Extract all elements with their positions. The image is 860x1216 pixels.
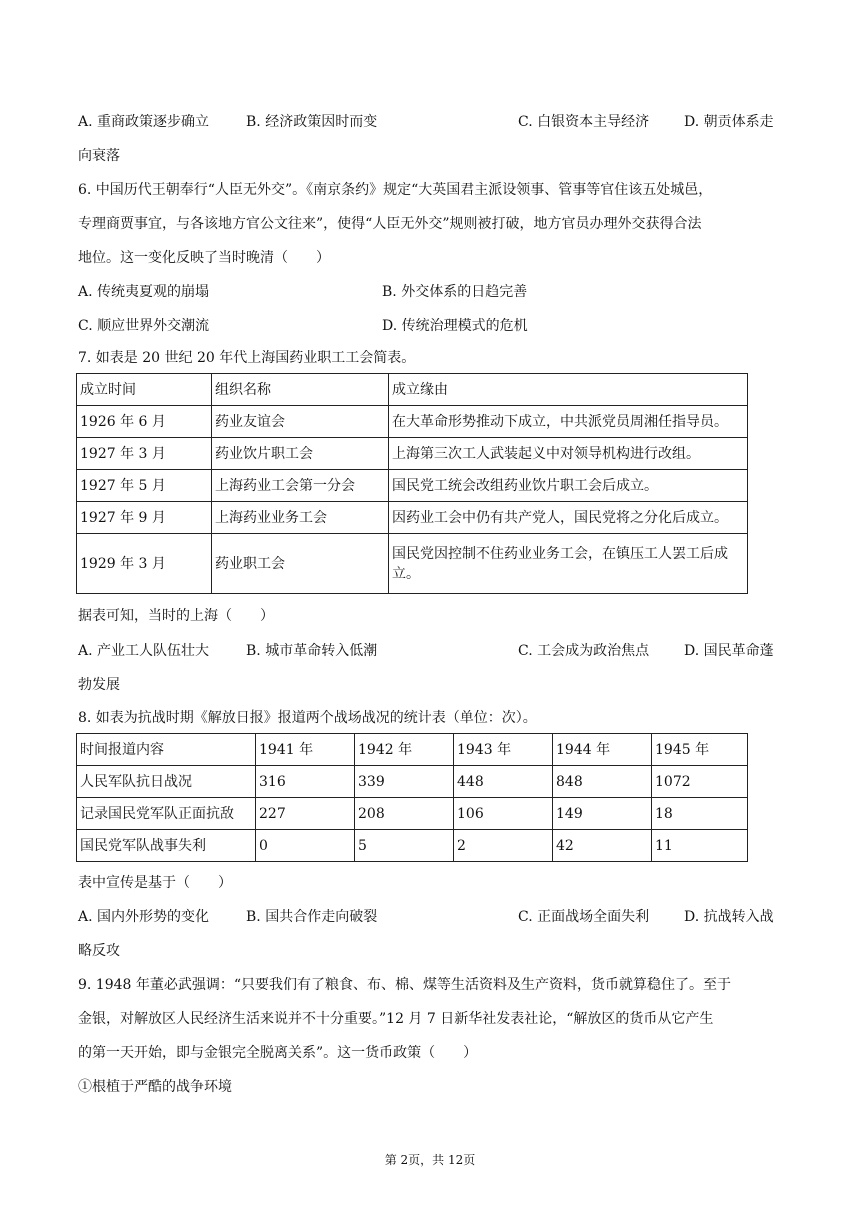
- q8-cell-value: 339: [355, 766, 454, 798]
- q7-table: [76, 373, 748, 594]
- q8-cell-value: 5: [355, 830, 454, 862]
- q8-table: [76, 733, 748, 862]
- q7-header-time: 成立时间: [77, 374, 212, 406]
- q7-cell-reason: 上海第三次工人武装起义中对领导机构进行改组。: [389, 438, 748, 470]
- q8-option-a: A. 国内外形势的变化: [78, 909, 210, 925]
- q5-option-c: C. 白银资本主导经济: [518, 114, 650, 130]
- q8-option-d: D. 抗战转入战: [684, 909, 774, 925]
- q8-stem: 8. 如表为抗战时期《解放日报》报道两个战场战况的统计表（单位：次）。: [78, 710, 537, 726]
- q8-header-year: 1944 年: [553, 734, 652, 766]
- q8-cell-value: 1072: [652, 766, 748, 798]
- q7-cell-reason: 国民党因控制不住药业业务工会，在镇压工人罢工后成立。: [389, 534, 748, 594]
- q8-option-c: C. 正面战场全面失利: [518, 909, 650, 925]
- q7-question: 据表可知，当时的上海（ ）: [78, 608, 274, 624]
- q7-cell-reason: 在大革命形势推动下成立，中共派党员周湘任指导员。: [389, 406, 748, 438]
- table-row: [77, 406, 748, 438]
- table-row: [77, 766, 748, 798]
- q8-option-b: B. 国共合作走向破裂: [246, 909, 378, 925]
- q8-cell-value: 2: [454, 830, 553, 862]
- q9-statement-1: ①根植于严酷的战争环境: [78, 1079, 232, 1095]
- q7-cell-time: 1927 年 5 月: [77, 470, 212, 502]
- q6-stem-line-1: 6. 中国历代王朝奉行“人臣无外交”。《南京条约》规定“大英国君主派设领事、管事等官住该五处城邑，: [78, 182, 713, 198]
- q7-cell-time: 1926 年 6 月: [77, 406, 212, 438]
- q7-option-c: C. 工会成为政治焦点: [518, 643, 650, 659]
- q7-option-d-wrap: 勃发展: [78, 677, 120, 693]
- q6-stem-line-3: 地位。这一变化反映了当时晚清（ ）: [78, 250, 330, 266]
- q7-table-header-row: [77, 374, 748, 406]
- q5-option-b: B. 经济政策因时而变: [246, 114, 378, 130]
- q8-cell-value: 208: [355, 798, 454, 830]
- q7-cell-org: 上海药业业务工会: [212, 502, 389, 534]
- q6-option-c: C. 顺应世界外交潮流: [78, 318, 210, 334]
- q7-cell-time: 1927 年 3 月: [77, 438, 212, 470]
- q7-cell-reason: 因药业工会中仍有共产党人，国民党将之分化后成立。: [389, 502, 748, 534]
- q7-cell-org: 药业职工会: [212, 534, 389, 594]
- q8-cell-value: 0: [256, 830, 355, 862]
- q9-stem-line-2: 金银，对解放区人民经济生活来说并不十分重要。”12 月 7 日新华社发表社论，“解放区的货币从它产生: [78, 1011, 714, 1027]
- q7-option-d: D. 国民革命蓬: [684, 643, 774, 659]
- table-row: [77, 534, 748, 594]
- q5-option-d-wrap: 向衰落: [78, 148, 120, 164]
- q8-cell-value: 106: [454, 798, 553, 830]
- table-row: [77, 830, 748, 862]
- q7-header-reason: 成立缘由: [389, 374, 748, 406]
- q8-table-header-row: [77, 734, 748, 766]
- q7-cell-org: 药业友谊会: [212, 406, 389, 438]
- q8-cell-value: 11: [652, 830, 748, 862]
- q8-header-year: 1942 年: [355, 734, 454, 766]
- q8-header-content: 时间报道内容: [77, 734, 256, 766]
- q6-stem-line-2: 专理商贾事宜，与各该地方官公文往来”，使得“人臣无外交”规则被打破，地方官员办理外交获得合法: [78, 216, 702, 232]
- q7-cell-reason: 国民党工统会改组药业饮片职工会后成立。: [389, 470, 748, 502]
- table-row: [77, 502, 748, 534]
- q8-option-d-wrap: 略反攻: [78, 943, 120, 959]
- q8-cell-value: 848: [553, 766, 652, 798]
- q6-option-b: B. 外交体系的日趋完善: [382, 284, 528, 300]
- q8-cell-label: 记录国民党军队正面抗敌: [77, 798, 256, 830]
- q6-option-a: A. 传统夷夏观的崩塌: [78, 284, 210, 300]
- q8-cell-value: 227: [256, 798, 355, 830]
- page-footer: 第 2页，共 12页: [384, 1153, 476, 1167]
- q8-cell-value: 316: [256, 766, 355, 798]
- q8-cell-label: 人民军队抗日战况: [77, 766, 256, 798]
- q7-cell-org: 药业饮片职工会: [212, 438, 389, 470]
- q8-cell-value: 42: [553, 830, 652, 862]
- q7-cell-time: 1929 年 3 月: [77, 534, 212, 594]
- q7-option-b: B. 城市革命转入低潮: [246, 643, 378, 659]
- q7-option-a: A. 产业工人队伍壮大: [78, 643, 210, 659]
- q5-option-d: D. 朝贡体系走: [684, 114, 774, 130]
- q6-option-d: D. 传统治理模式的危机: [382, 318, 528, 334]
- q9-stem-line-1: 9. 1948 年董必武强调：“只要我们有了粮食、布、棉、煤等生活资料及生产资料，货币就算稳住了。至于: [78, 977, 732, 993]
- q8-cell-value: 149: [553, 798, 652, 830]
- q7-stem: 7. 如表是 20 世纪 20 年代上海国药业职工工会简表。: [78, 350, 416, 366]
- q9-stem-line-3: 的第一天开始，即与金银完全脱离关系”。这一货币政策（ ）: [78, 1045, 478, 1061]
- q7-cell-time: 1927 年 9 月: [77, 502, 212, 534]
- q8-cell-label: 国民党军队战事失利: [77, 830, 256, 862]
- q5-option-a: A. 重商政策逐步确立: [78, 114, 210, 130]
- table-row: [77, 438, 748, 470]
- q7-header-org: 组织名称: [212, 374, 389, 406]
- q8-question: 表中宣传是基于（ ）: [78, 875, 232, 891]
- table-row: [77, 798, 748, 830]
- q8-cell-value: 448: [454, 766, 553, 798]
- q8-header-year: 1941 年: [256, 734, 355, 766]
- q8-header-year: 1943 年: [454, 734, 553, 766]
- q8-cell-value: 18: [652, 798, 748, 830]
- q7-cell-org: 上海药业工会第一分会: [212, 470, 389, 502]
- q8-header-year: 1945 年: [652, 734, 748, 766]
- table-row: [77, 470, 748, 502]
